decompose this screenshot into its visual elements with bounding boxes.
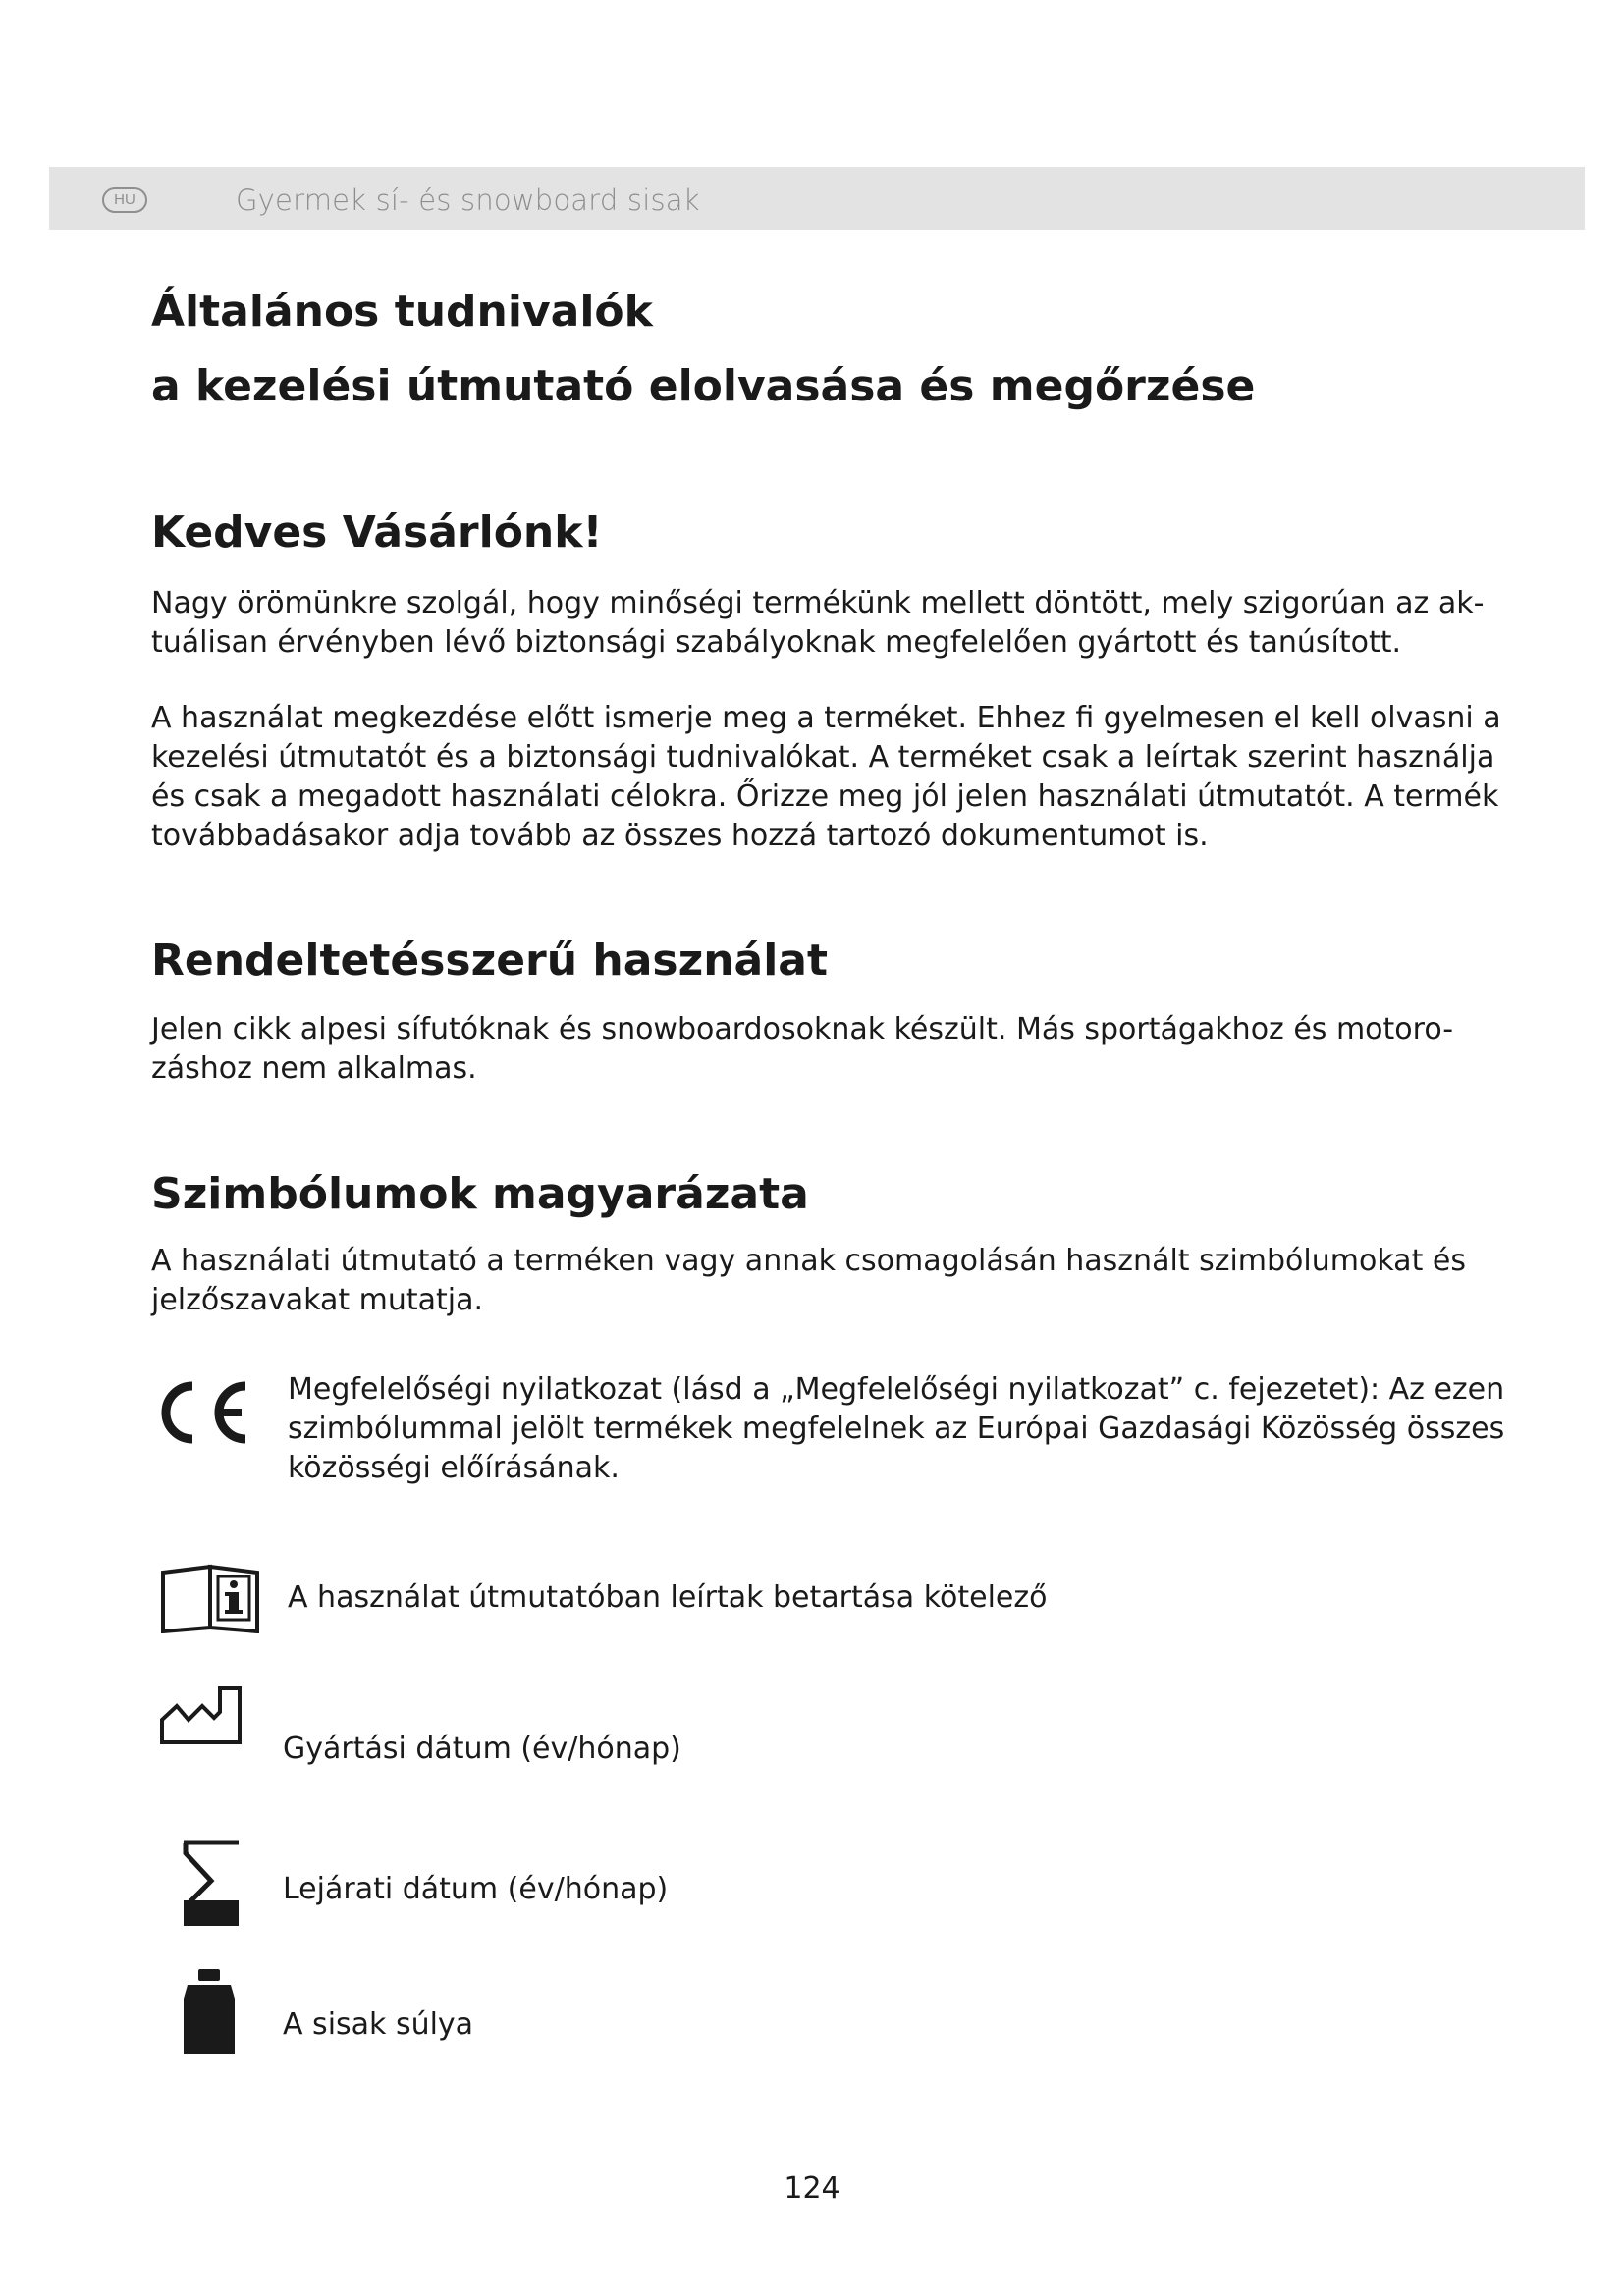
text-line: záshoz nem alkalmas. (151, 1051, 477, 1086)
page-title-line-2: a kezelési útmutató elolvasása és megőrzése (151, 361, 1256, 411)
text-line: A használati útmutató a terméken vagy annak csomagolásán használt szimbólumokat és (151, 1244, 1466, 1278)
text-line: jelzőszavakat mutatja. (151, 1283, 484, 1317)
symbol-description-weight (283, 2005, 473, 2045)
read-manual-icon (159, 1563, 261, 1633)
section-heading-symbols: Szimbólumok magyarázata (151, 1169, 809, 1219)
text-line: Megfelelőségi nyilatkozat (lásd a „Megfelelőségi nyilatkozat” c. fejezetet): Az ezen (288, 1372, 1505, 1407)
symbol-description-read-manual (288, 1578, 1047, 1618)
text-line: Jelen cikk alpesi sífutóknak és snowboardosoknak készült. Más sportágakhoz és motoro- (151, 1012, 1454, 1046)
page-number: 124 (784, 2171, 840, 2206)
symbol-description-expiry-date (283, 1870, 668, 1909)
text-line: továbbadásakor adja tovább az összes hozzá tartozó dokumentumot is. (151, 819, 1209, 853)
text-line: Gyártási dátum (év/hónap) (283, 1732, 681, 1766)
weight-icon (180, 1969, 239, 2056)
language-badge: HU (102, 187, 147, 213)
header-title: Gyermek sí- és snowboard sisak (236, 184, 700, 217)
symbol-description-manufacture-date (283, 1730, 681, 1769)
ce-mark-icon (149, 1380, 257, 1445)
text-line: A sisak súlya (283, 2007, 474, 2042)
intended-use-paragraph (151, 1010, 1487, 1089)
text-line: A használat megkezdése előtt ismerje meg a terméket. Ehhez fi gyelmesen el kell olvasni a (151, 701, 1501, 735)
text-line: tuálisan érvényben lévő biztonsági szabályoknak megfelelően gyártott és tanúsított. (151, 625, 1402, 660)
page-title-line-1: Általános tudnivalók (151, 287, 653, 337)
text-line: közösségi előírásának. (288, 1451, 620, 1485)
section-heading-intended-use: Rendeltetésszerű használat (151, 935, 829, 986)
text-line: Lejárati dátum (év/hónap) (283, 1872, 669, 1906)
text-line: és csak a megadott használati célokra. Őrizze meg jól jelen használati útmutatót. A termék (151, 779, 1499, 814)
symbols-intro-paragraph (151, 1242, 1487, 1320)
dear-customer-paragraph-1 (151, 584, 1487, 663)
section-heading-dear-customer: Kedves Vásárlónk! (151, 507, 603, 558)
expiry-date-icon (180, 1840, 243, 1928)
text-line: szimbólummal jelölt termékek megfelelnek az Európai Gazdasági Közösség összes (288, 1412, 1505, 1446)
text-line: kezelési útmutatót és a biztonsági tudnivalókat. A terméket csak a leírtak szerint használja (151, 740, 1495, 774)
dear-customer-paragraph-2 (151, 699, 1501, 856)
manufacture-date-icon (159, 1684, 244, 1745)
symbol-description-ce (288, 1370, 1504, 1488)
text-line: A használat útmutatóban leírtak betartása kötelező (288, 1580, 1048, 1615)
text-line: Nagy örömünkre szolgál, hogy minőségi termékünk mellett döntött, mely szigorúan az ak- (151, 586, 1485, 620)
